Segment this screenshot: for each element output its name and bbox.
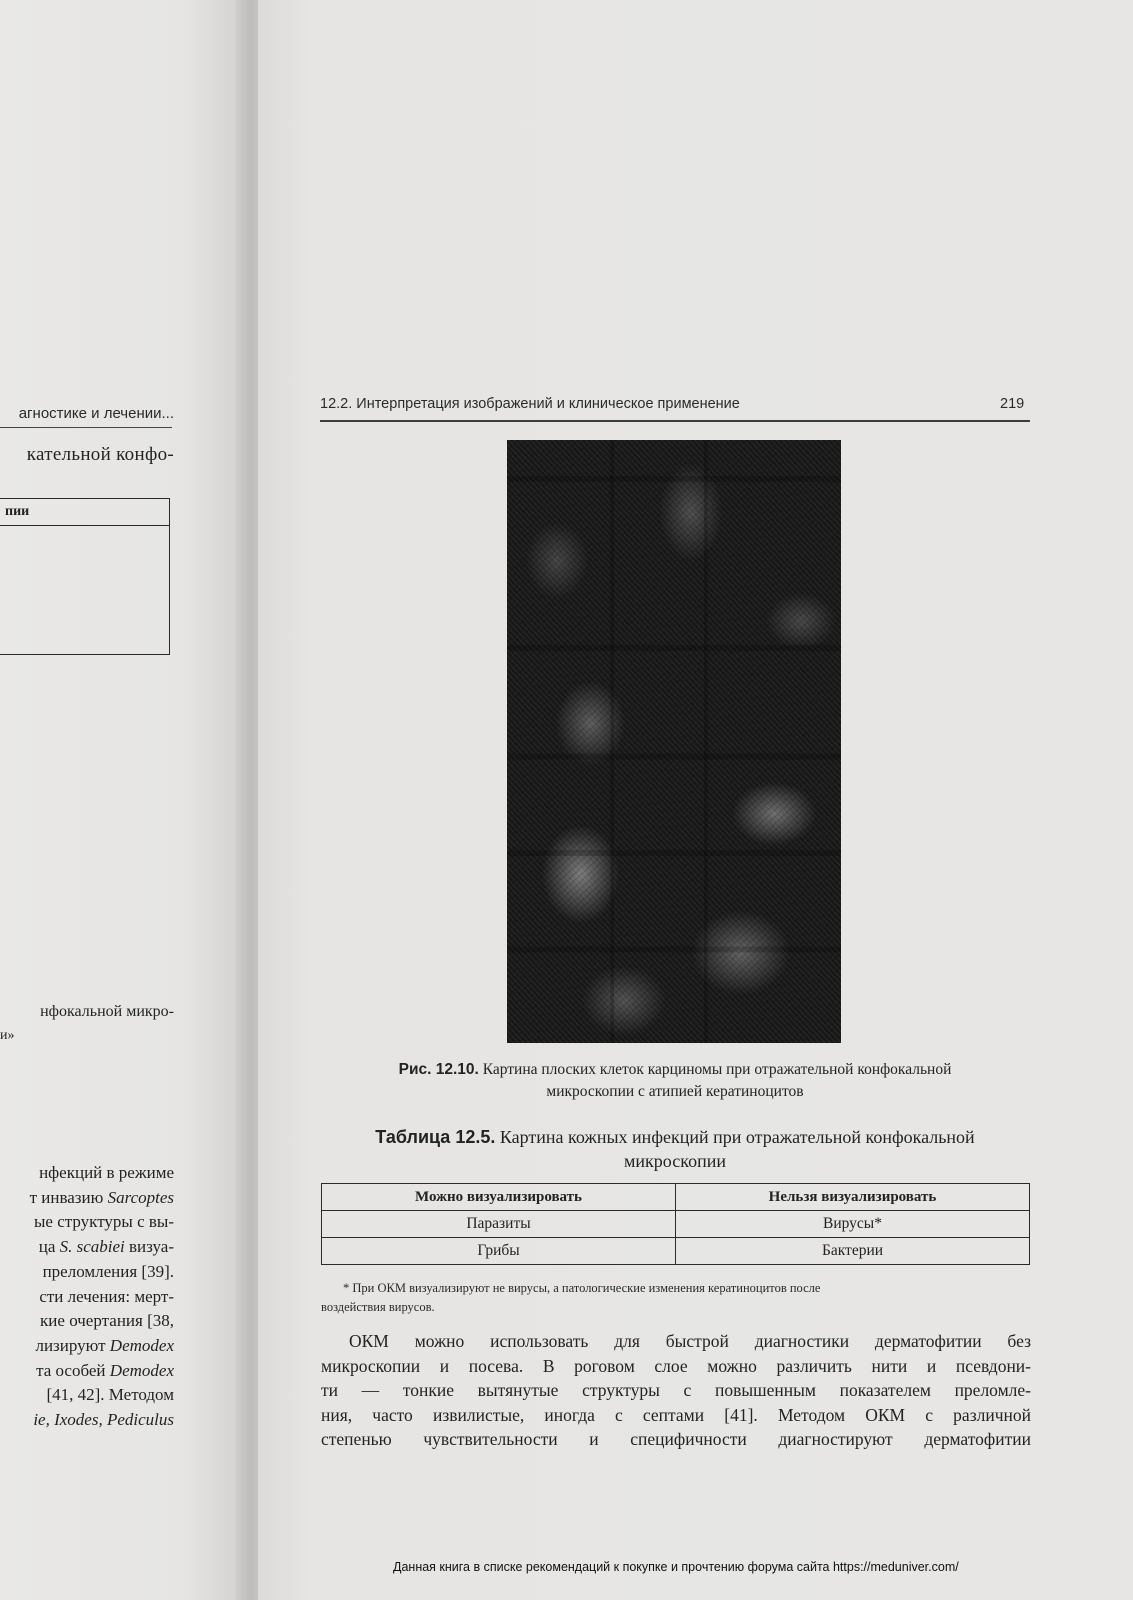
footnote-line-1: * При ОКМ визуализируют не вирусы, а патологические изменения кератиноцитов после	[343, 1281, 821, 1295]
table-row	[322, 1211, 1030, 1238]
body-line: ния, часто извилистые, иногда с септами [41]. Методом ОКМ с различной	[321, 1404, 1031, 1425]
table-title-line-1: Картина кожных инфекций при отражательной конфокальной	[499, 1127, 975, 1147]
body-line: микроскопии и посева. В роговом слое можно различить нити и псевдони-	[321, 1355, 1031, 1376]
left-text-line: та особей Demodex	[36, 1360, 174, 1380]
confocal-microscopy-image	[507, 440, 841, 1043]
left-text-line: ie, Ixodes, Pediculus	[33, 1410, 174, 1430]
left-text-line	[30, 1186, 174, 1211]
table-row	[322, 1238, 1030, 1265]
footnote-line-2: воздействия вирусов.	[321, 1300, 435, 1314]
left-text-line: ца S. scabiei визуа-	[38, 1237, 174, 1257]
left-section-heading: кательной конфо-	[26, 444, 174, 465]
body-line: степенью чувствительности и специфичности диагностируют дерматофитии	[321, 1429, 1031, 1450]
table-cell: Паразиты	[322, 1211, 676, 1238]
table-cell: Бактерии	[676, 1238, 1030, 1265]
left-text-line: нфекций в режиме	[39, 1163, 174, 1182]
figure-label: Рис. 12.10.	[398, 1061, 479, 1078]
left-text-line: преломления [39].	[42, 1261, 174, 1281]
left-text-line: лизируют Demodex	[35, 1335, 174, 1355]
column-header-visible: Можно визуализировать	[322, 1184, 676, 1211]
body-line: ОКМ можно использовать для быстрой диагностики дерматофитии без	[349, 1331, 1031, 1351]
figure-caption-line-2: микроскопии с атипией кератиноцитов	[546, 1083, 804, 1100]
left-page	[0, 0, 246, 1600]
left-running-header: агностике и лечении...	[18, 405, 174, 422]
left-text-line: ые структуры с вы-	[34, 1212, 174, 1232]
watermark-text: Данная книга в списке рекомендаций к покупке и прочтению форума сайта https://meduniver.com/	[393, 1560, 959, 1574]
table-cell: Грибы	[322, 1238, 676, 1265]
left-text-line: сти лечения: мерт-	[39, 1286, 174, 1306]
header-rule	[320, 420, 1030, 422]
left-body-text	[30, 1161, 174, 1433]
table-caption	[320, 1125, 1030, 1173]
left-header-rule	[0, 427, 172, 428]
running-header: 12.2. Интерпретация изображений и клиническое применение	[320, 396, 740, 412]
table-title-line-2: микроскопии	[624, 1151, 726, 1171]
left-table-header-text: пии	[5, 504, 30, 519]
figure-mosaic-seams	[507, 440, 841, 1043]
page-number: 219	[1000, 396, 1025, 412]
left-subheading-line-1: нфокальной микро-	[40, 1003, 174, 1020]
table-label: Таблица 12.5.	[375, 1127, 496, 1147]
body-paragraph	[321, 1329, 1031, 1452]
table-header-row	[322, 1184, 1030, 1211]
left-text-line-content: т инвазию Sarcoptes	[29, 1187, 174, 1207]
left-text-line: [41, 42]. Методом	[46, 1385, 174, 1405]
body-line: ти — тонкие вытянутые структуры с повышенным показателем преломле-	[321, 1380, 1031, 1401]
figure-caption	[320, 1059, 1030, 1103]
column-header-not-visible: Нельзя визуализировать	[676, 1184, 1030, 1211]
left-text-line: кие очертания [38,	[40, 1311, 174, 1331]
left-table-fragment	[0, 498, 170, 655]
skin-infections-table	[321, 1183, 1030, 1265]
left-table-header-row	[0, 499, 169, 526]
left-subheading-line-2: и»	[0, 1028, 15, 1043]
table-footnote	[321, 1279, 1030, 1317]
table-cell: Вирусы*	[676, 1211, 1030, 1238]
figure-caption-line-1: Картина плоских клеток карциномы при отражательной конфокальной	[482, 1061, 952, 1078]
